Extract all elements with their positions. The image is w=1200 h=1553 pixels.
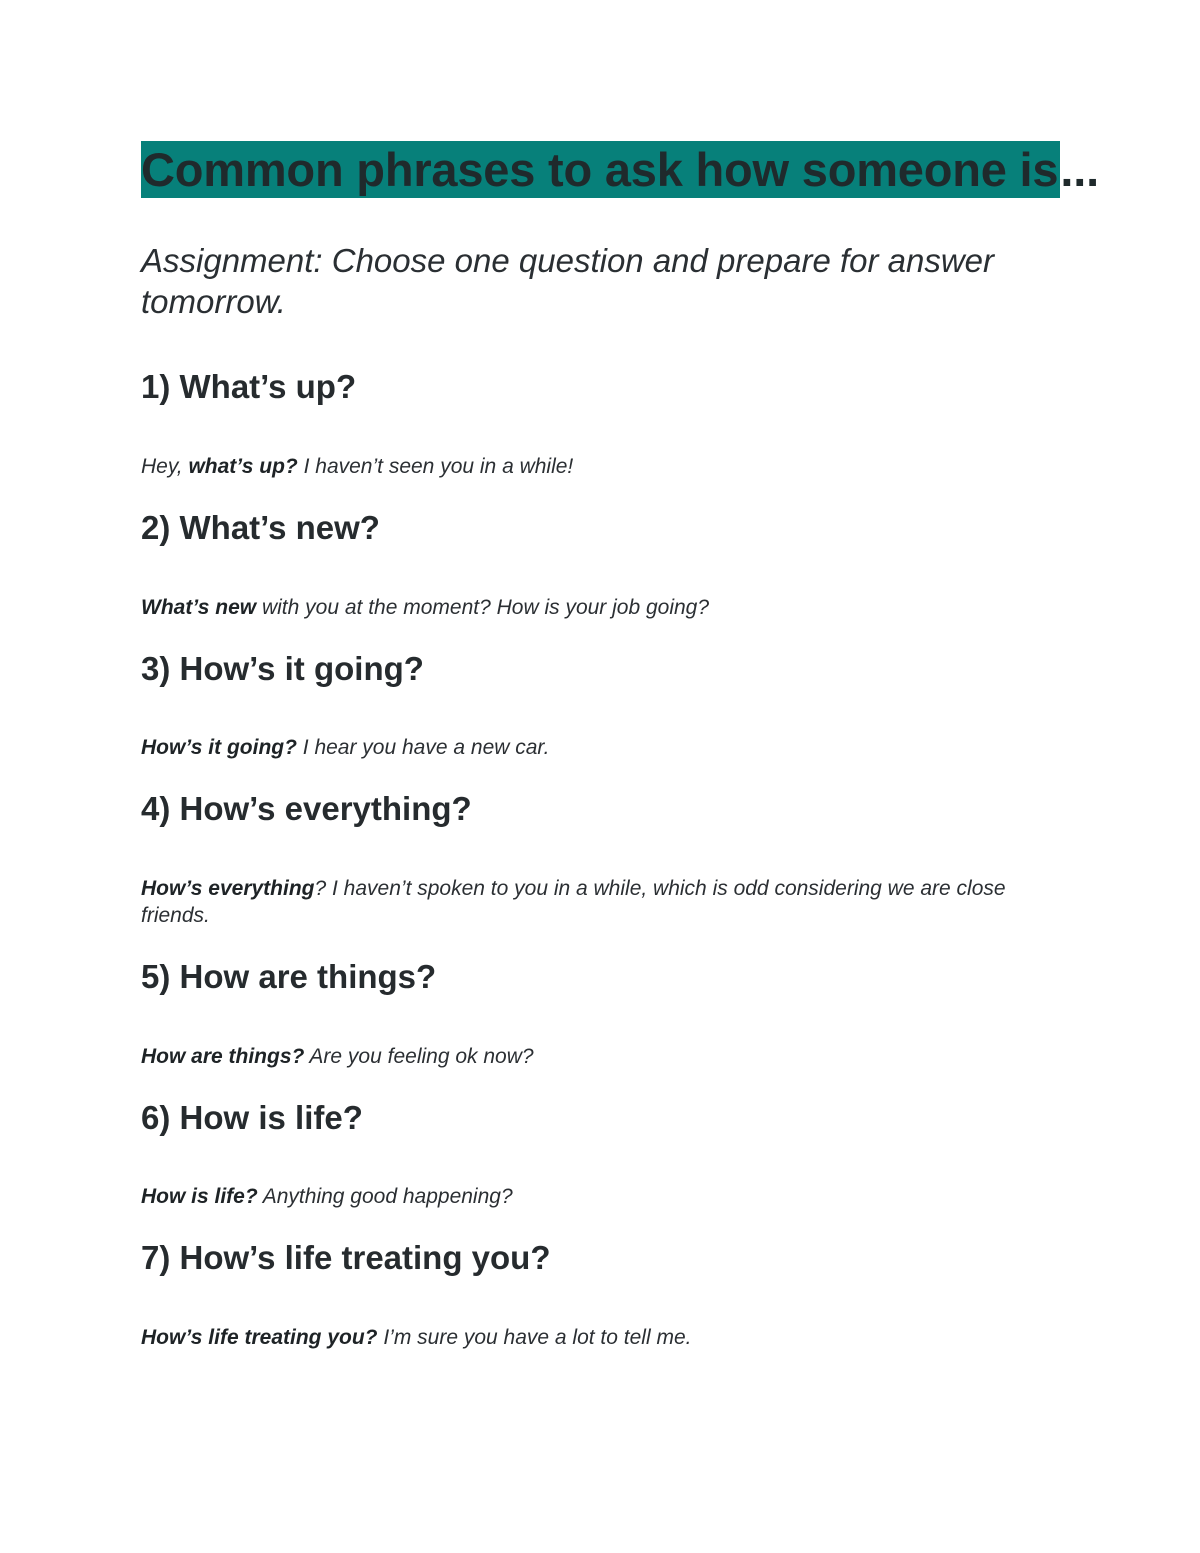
question-heading-5: 5) How are things?: [141, 958, 437, 995]
example-text-after: I haven’t seen you in a while!: [297, 455, 574, 478]
title-ellipsis: ...: [1060, 143, 1099, 196]
question-heading-4: 4) How’s everything?: [141, 790, 472, 827]
question-example-2: [141, 594, 1021, 621]
question-heading-7: 7) How’s life treating you?: [141, 1239, 551, 1276]
question-example-4: [141, 875, 1021, 929]
example-phrase-bold: How’s life treating you?: [141, 1326, 378, 1349]
question-heading-2: 2) What’s new?: [141, 509, 380, 546]
question-heading-6: 6) How is life?: [141, 1099, 363, 1136]
example-phrase-bold: What’s new: [141, 596, 257, 619]
example-text-after: I’m sure you have a lot to tell me.: [377, 1326, 692, 1349]
page-title: [141, 141, 1099, 198]
question-example-3: [141, 734, 1021, 761]
example-phrase-bold: How’s everything: [141, 877, 315, 900]
question-example-1: [141, 453, 1021, 480]
example-text-after: with you at the moment? How is your job going?: [256, 596, 710, 619]
title-highlighted-text: Common phrases to ask how someone is: [141, 143, 1059, 196]
example-phrase-bold: what’s up?: [188, 455, 298, 478]
question-example-5: [141, 1043, 1021, 1070]
example-text-before: Hey,: [141, 455, 189, 478]
example-phrase-bold: How are things?: [141, 1045, 305, 1068]
question-heading-1: 1) What’s up?: [141, 368, 357, 405]
question-heading-3: 3) How’s it going?: [141, 650, 424, 687]
question-example-6: [141, 1183, 1021, 1210]
example-text-after: ? I haven’t spoken to you in a while, which is odd considering we are close friends.: [141, 877, 1006, 927]
example-text-after: Anything good happening?: [257, 1185, 513, 1208]
example-phrase-bold: How’s it going?: [141, 736, 297, 759]
question-example-7: [141, 1324, 1021, 1351]
example-phrase-bold: How is life?: [141, 1185, 258, 1208]
assignment-instructions: Assignment: Choose one question and prepare for answer tomorrow.: [141, 242, 995, 320]
example-text-after: I hear you have a new car.: [296, 736, 550, 759]
example-text-after: Are you feeling ok now?: [304, 1045, 534, 1068]
